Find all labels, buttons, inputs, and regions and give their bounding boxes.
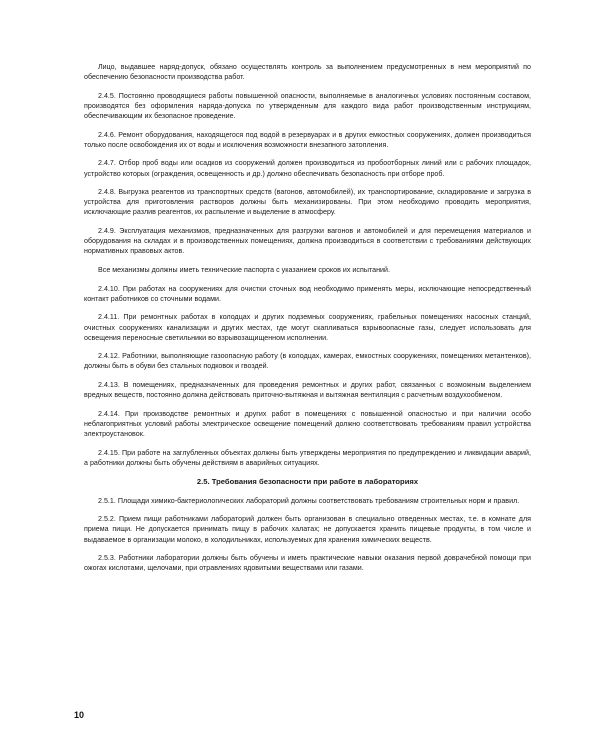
- document-page: [84, 62, 531, 582]
- paragraph-2-5-1: 2.5.1. Площади химико-бактериологических лабораторий должны соответствовать требованиям строительных норм и правил.: [98, 496, 520, 505]
- paragraph-2-5-3: 2.5.3. Работники лаборатории должны быть обучены и иметь практические навыки оказания первой доврачебной помощи при ожогах кислотами, щелочами, при отравлениях ядовитыми веществами или газами.: [84, 554, 531, 573]
- page-number: 10: [74, 710, 85, 720]
- paragraph-2-5-2: 2.5.2. Прием пищи работниками лабораторий должен быть организован в специально отведенных местах, т.е. в комнате для приема пищи. Не допускается принимать пищу в рабочих халатах; не допускается хранить пищевые продукты, в том числе и выдаваемое в организации молоко, в холодильниках, используемых для хранения химических веществ.: [84, 515, 531, 544]
- paragraph-2-4-13: 2.4.13. В помещениях, предназначенных для проведения ремонтных и других работ, связанных с возможным выделением вредных веществ, постоянно должна действовать приточно-вытяжная и вытяжная вентиляция с расчетным воздухообменом.: [84, 381, 531, 400]
- paragraph-2-4-8: 2.4.8. Выгрузка реагентов из транспортных средств (вагонов, автомобилей), их транспортирование, складирование и загрузка в устройства для приготовления растворов должны быть механизированы. При этом необходимо проводить мероприятия, исключающие разлив реагентов, их распыление и выделение в атмосферу.: [84, 188, 531, 217]
- paragraph-intro: Лицо, выдавшее наряд-допуск, обязано осуществлять контроль за выполнением предусмотренных в нем мероприятий по обеспечению безопасности производства работ.: [84, 63, 531, 82]
- paragraph-2-4-9: 2.4.9. Эксплуатация механизмов, предназначенных для разгрузки вагонов и автомобилей и для перемещения материалов и оборудования на складах и в производственных помещениях, должна производиться в соответствии с требованиями действующих нормативных правовых актов.: [84, 227, 531, 256]
- paragraph-2-4-6: 2.4.6. Ремонт оборудования, находящегося под водой в резервуарах и в других емкостных сооружениях, должен производиться только после освобождения их от воды и исключения возможности внезапного затопления.: [84, 130, 531, 149]
- paragraph-2-4-11: 2.4.11. При ремонтных работах в колодцах и других подземных сооружениях, грабельных помещениях насосных станций, очистных сооружениях канализации и других местах, где могут скапливаться взрывоопасные газы, следует использовать для освещения переносные светильники во взрывозащищенном исполнении.: [84, 313, 531, 342]
- paragraph-2-4-5: 2.4.5. Постоянно проводящиеся работы повышенной опасности, выполняемые в аналогичных условиях постоянным составом, производятся без оформления наряда-допуска по утвержденным для каждого вида работ производственным инструкциям, обеспечивающим их безопасное проведение.: [84, 91, 531, 120]
- paragraph-2-4-12: 2.4.12. Работники, выполняющие газоопасную работу (в колодцах, камерах, емкостных сооружениях, помещениях метантенков), должны быть в обуви без стальных подковок и гвоздей.: [84, 352, 531, 371]
- paragraph-mechanisms-passports: Все механизмы должны иметь технические паспорта с указанием сроков их испытаний.: [98, 265, 390, 274]
- paragraph-2-4-14: 2.4.14. При производстве ремонтных и других работ в помещениях с повышенной опасностью и при наличии особо неблагоприятных условий работы электрическое освещение помещений должно соответствовать требованиям правил устройства электроустановок.: [84, 409, 531, 439]
- paragraph-2-4-15: 2.4.15. При работе на заглубленных объектах должны быть утверждены мероприятия по предупреждению и ликвидации аварий, а работники должны быть обучены действиям в аварийных ситуациях.: [84, 448, 531, 467]
- paragraph-2-4-7: 2.4.7. Отбор проб воды или осадков из сооружений должен производиться из пробоотборных линий или с рабочих площадок, устройство которых (ограждения, освещенность и др.) должно обеспечивать безопасность при отборе проб.: [84, 159, 531, 178]
- paragraph-2-4-10: 2.4.10. При работах на сооружениях для очистки сточных вод необходимо применять меры, исключающие непосредственный контакт работников со сточными водами.: [84, 284, 531, 303]
- section-heading: 2.5. Требования безопасности при работе в лабораториях: [196, 476, 419, 486]
